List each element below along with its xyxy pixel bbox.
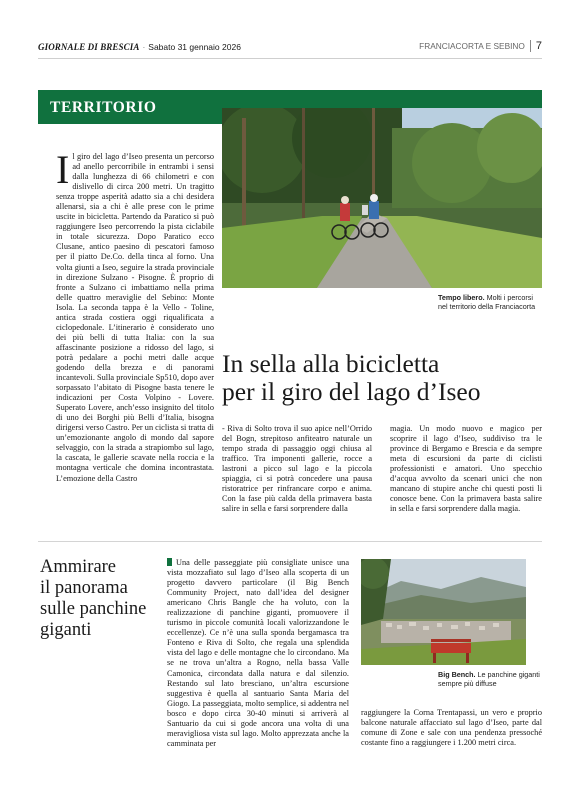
newspaper-brand: GIORNALE DI BRESCIA <box>38 42 140 52</box>
square-marker-icon <box>167 558 172 566</box>
article-column-left <box>56 147 214 484</box>
section-name: FRANCIACORTA E SEBINO <box>419 41 525 51</box>
article-column-middle-2: magia. Un modo nuovo e magico per scoprire il lago d’Iseo, suddiviso tra le province di Bergamo e Brescia e da sempre meta di escursioni da parte di ciclisti professionisti e amatori. Uno specchio d’acqua avvolto da scenari unici che non mancano di stupire anche chi questi posti li conosce bene. Con la primavera basta salire in sella e farsi sorprendere dalla magia. <box>390 424 542 514</box>
header-left <box>38 42 241 52</box>
bench-photo-caption <box>438 670 542 689</box>
drop-cap: I <box>56 147 70 192</box>
sidebar-title-line-2: il panorama <box>40 578 128 598</box>
headline-line-1: In sella alla bicicletta <box>222 349 440 378</box>
big-bench-photo <box>361 559 526 665</box>
sidebar-text-1: Una delle passeggiate più consigliate unisce una vista mozzafiato sul lago d’Iseo alla scoperta di un progetto davvero particolare (il Big Bench Community Project, nato dall’idea del designer americano Chris Bangle che ha voluto, con la realizzazione di panchine giganti, promuovere il turismo in piccole comunità locali valorizzandone le eccellenze). Ce n’è una sulla sponda bergamasca tra Fonteno e Riva di Solto, che regala una splendida vista del lago e delle montagne che lo circondano. Ma se ne trova un’altra a Rogno, nella bassa Valle Camonica, circondata dalla natura e dal silenzio. Restando sul lato bresciano, un’altra escursione suggestiva è quella al santuario Santa Maria del Giogo. La passeggiata, molto semplice, si addentra nel bosco e dopo circa 30-40 minuti si arriverà al Santuario da cui si gode ancora una volta di una meravigliosa vista sul lago. Molto apprezzata anche la camminata per <box>167 558 349 748</box>
header-rule <box>38 58 542 59</box>
photo-caption-text: Molti i percorsi nel territorio della Franciacorta <box>438 293 536 312</box>
article-headline <box>222 350 542 406</box>
big-bench-photo-illustration <box>361 559 526 665</box>
page-header <box>38 40 542 56</box>
page-number: 7 <box>535 40 542 52</box>
photo-caption-bold: Tempo libero. <box>438 293 485 302</box>
sidebar-title-line-4: giganti <box>40 620 92 640</box>
header-separator <box>530 40 531 52</box>
sidebar-column-1 <box>167 558 349 749</box>
header-dot: · <box>142 42 146 52</box>
section-separator <box>38 541 542 542</box>
sidebar-title-line-1: Ammirare <box>40 557 117 577</box>
article-column-middle-1: - Riva di Solto trova il suo apice nell’Orrido del Bogn, strepitoso anfiteatro naturale un tempo strada di passaggio oggi chiusa al traffico. Tra imponenti gallerie, rocce a lastroni a picco sul lago e la piccola spiaggia, ci si potrà concedere una pausa ristoratrice per rinfrancare corpo e anima. Con la fase più calda della primavera basta salire in sella e farsi sorprendere dalla <box>222 424 372 514</box>
bench-caption-text: Le panchine giganti sempre più diffuse <box>438 670 540 689</box>
header-date: Sabato 31 gennaio 2026 <box>148 42 241 52</box>
article-text-left: l giro del lago d’Iseo presenta un percorso ad anello percorribile in entrambi i sensi dalla lunghezza di 66 chilometri e con dislivello di circa 200 metri. Un tragitto senza troppe asperità adatto sia a chi desidera allenarsi, sia a chi è alle prese con le prime uscite in bicicletta. Partendo da Paratico si può raggiungere Iseo percorrendo la pista ciclabile in totale sicurezza. Dopo Paratico ecco Clusane, antico paesino di pescatori famoso per il piatto De.Co. della tinca al forno. Una volta giunti a Iseo, seguire la strada provinciale in direzione Sulzano - Pisogne. È proprio di fronte a Sulzano ci imbattiamo nella prima delle quattro meraviglie del Sebino: Monte Isola. La seconda tappa è la Vello - Toline, antica strada costiera oggi riqualificata a ciclopedonale. L’itinerario è considerato uno dei più belli di tutta Italia: con la sua affascinante posizione a ridosso del lago, si potrà pedalare a pochi metri dalle acque godendo della brezza e di panorami incantevoli. Sulla provinciale Sp510, dopo aver sorpassato l’abitato di Pisogne basta tenere le indicazioni per Costa Volpino - Lovere. Superato Lovere, anch’esso insignito del titolo di uno dei Borghi più Belli d’Italia, bisogna dirigersi verso Castro. Per un ciclista si tratta di un’emozionante angolo di mondo dal sapore selvaggio, con la strada a strapiombo sul lago, la cascata, le gallerie scavate nella roccia e la montagna verticale che domina incontrastata. L’emozione della Castro <box>56 152 214 483</box>
sidebar-column-2: raggiungere la Corna Trentapassi, un vero e proprio balcone naturale affacciato sul lago d’Iseo, parte dal comune di Zone e sale con una pendenza pressoché costante fino a raggiungere i 1.200 metri circa. <box>361 708 542 748</box>
section-label: TERRITORIO <box>50 99 157 116</box>
photo-caption <box>438 293 542 312</box>
bench-caption-bold: Big Bench. <box>438 670 476 679</box>
sidebar-title-line-3: sulle panchine <box>40 599 147 619</box>
cyclists-photo-illustration <box>222 108 542 288</box>
headline-line-2: per il giro del lago d’Iseo <box>222 377 481 406</box>
sidebar-title <box>40 557 160 641</box>
cyclists-photo <box>222 108 542 288</box>
header-right <box>419 40 542 52</box>
